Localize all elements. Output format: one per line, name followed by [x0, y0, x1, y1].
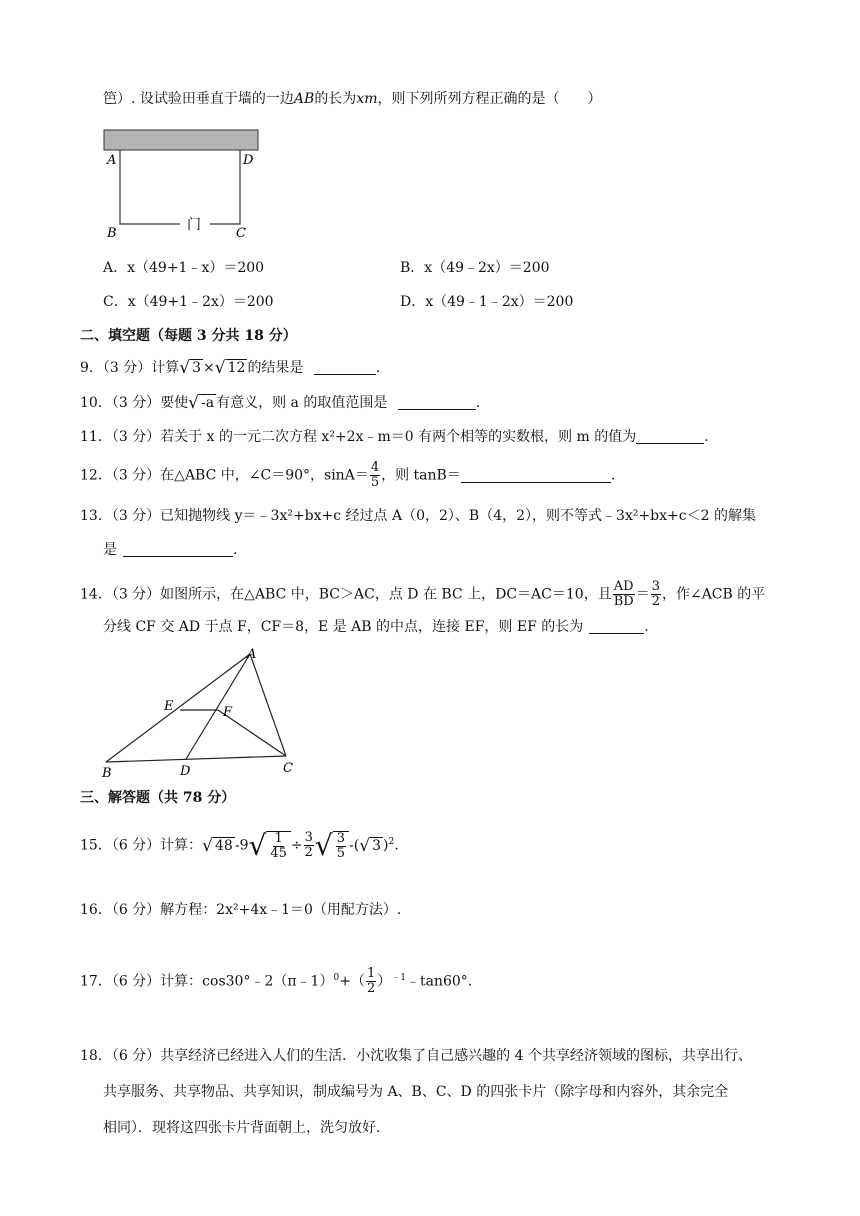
label-D: D — [180, 764, 191, 779]
sqrt-3-5: √ $\frac{3}{5}$ — [315, 831, 349, 861]
q18-line3: 相同）．现将这四张卡片背面朝上，洗匀放好． — [103, 1120, 390, 1136]
label-E: E — [164, 699, 174, 714]
q14-line2: 分线 CF 交 AD 于点 F，CF＝8，E 是 AB 的中点，连接 EF，则 EF 的长为 . — [103, 619, 649, 635]
sqrt-48: √ 48 — [202, 835, 233, 856]
q12: 12．（3 分）在△ABC 中，∠C＝90°，sinA＝ $\frac{4}{5}$ ，则 tanB＝ . — [80, 460, 616, 490]
section-2-heading: 二、填空题（每题 3 分共 18 分） — [80, 328, 297, 344]
answer-blank — [461, 468, 611, 483]
q13-line1: 13．（3 分）已知抛物线 y＝﹣3x²+bx+c 经过点 A（0，2）、B（4，2），则不等式﹣3x²+bx+c＜2 的解集 — [80, 508, 756, 524]
q13-line2: 是 . — [103, 542, 238, 558]
fraction-4-5: $\frac{4}{5}$ — [370, 460, 380, 490]
answer-blank — [314, 360, 376, 375]
label-B: B — [107, 226, 117, 240]
label-A: A — [107, 153, 117, 168]
sqrt-1-45: √ $\frac{1}{45}$ — [248, 831, 290, 861]
fraction-ad-bd: $\frac{AD}{BD}$ — [613, 579, 634, 609]
q9: 9．（3 分）计算 √ 3 × √ 12 的结果是 . — [80, 358, 381, 378]
wall — [104, 130, 258, 150]
q8-option-b: B．x（49﹣2x）＝200 — [400, 260, 550, 276]
q16: 16．（6 分）解方程：2x²+4x﹣1＝0（用配方法）. — [80, 902, 402, 918]
label-B: B — [102, 766, 112, 781]
answer-blank — [398, 395, 476, 410]
q14-figure — [100, 646, 300, 781]
fraction-3-2: $\frac{3}{2}$ — [651, 579, 660, 609]
fraction-1-2: $\frac{1}{2}$ — [366, 966, 376, 997]
label-C: C — [236, 226, 246, 240]
answer-blank — [589, 619, 644, 634]
q10: 10．（3 分）要使 √ -a 有意义，则 a 的取值范围是 . — [80, 393, 481, 413]
sqrt-neg-a: √ -a — [188, 393, 215, 413]
answer-blank — [123, 542, 233, 557]
section-3-heading: 三、解答题（共 78 分） — [80, 790, 236, 806]
q8-figure — [100, 128, 270, 240]
q14-line1: 14．（3 分）如图所示，在△ABC 中，BC＞AC，点 D 在 BC 上，DC＝AC＝10，且 $\frac{AD}{BD}$ ＝ $\frac{3}{2}$ ，作∠ACB 的平 — [80, 579, 766, 609]
fence — [120, 150, 180, 224]
sqrt-12: √ 12 — [214, 358, 246, 378]
label-A: A — [247, 647, 257, 662]
q8-option-c: C．x（49+1﹣2x）＝200 — [103, 294, 274, 310]
fence-right — [210, 150, 240, 224]
q17: 17．（6 分）计算：cos30°﹣2（π﹣1）$^0$+（ $\frac{1}{2}$ ）$^{﹣1}$﹣tan60°. — [80, 966, 473, 997]
label-D: D — [243, 153, 254, 168]
q8-option-a: A．x（49+1﹣x）＝200 — [103, 260, 265, 276]
fraction-3-2: $\frac{3}{2}$ — [304, 830, 313, 861]
q8-stem: 笆）. 设试验田垂直于墙的一边AB的长为xm，则下列所列方程正确的是（ ） — [103, 91, 602, 107]
q18-line2: 共享服务、共享物品、共享知识，制成编号为 A、B、C、D 的四张卡片（除字母和内容外，其余完全 — [103, 1084, 729, 1100]
label-F: F — [223, 705, 233, 720]
segment-AC — [250, 654, 286, 756]
segment-AD — [186, 654, 250, 759]
sqrt-3: √ 3 — [359, 835, 381, 856]
q18-line1: 18．（6 分）共享经济已经进入人们的生活．小沈收集了自己感兴趣的 4 个共享经济领域的图标，共享出行、 — [80, 1048, 752, 1064]
segment-BC — [106, 756, 286, 762]
label-C: C — [283, 761, 293, 776]
q8-option-d: D．x（49﹣1﹣2x）＝200 — [400, 294, 574, 310]
sqrt-3: √ 3 — [179, 358, 202, 378]
q15: 15．（6 分）计算： √ 48 -9 √ $\frac{1}{45}$ ÷ $\frac{3}{2}$ √ $\frac{3}{5}$ -( √ 3 )$^2$. — [80, 828, 399, 862]
q11: 11．（3 分）若关于 x 的一元二次方程 x²+2x﹣m＝0 有两个相等的实数根，则 m 的值为 . — [80, 429, 709, 445]
answer-blank — [636, 429, 704, 444]
label-door: 门 — [187, 217, 201, 233]
